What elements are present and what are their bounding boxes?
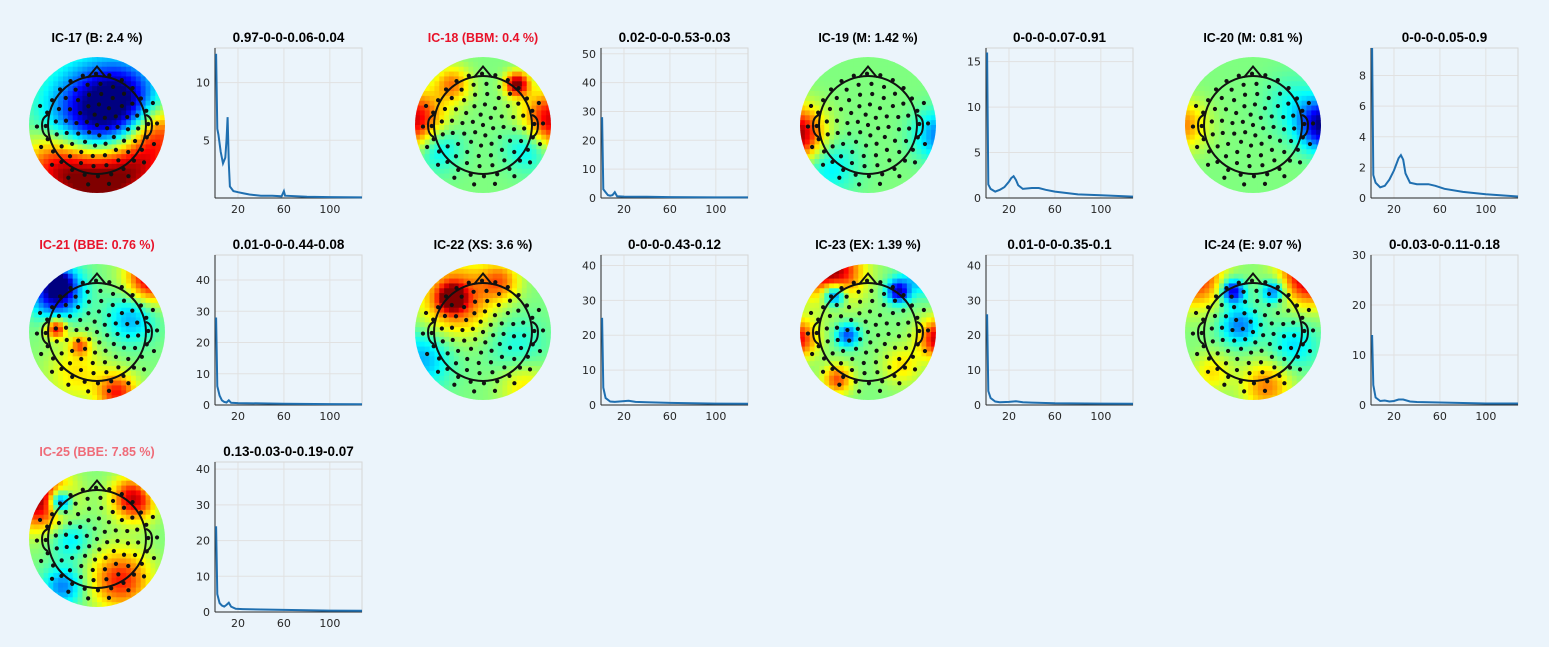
y-tick-label: 2 bbox=[1359, 161, 1366, 175]
y-tick-label: 40 bbox=[582, 76, 596, 90]
ic-21-topo-title: IC-21 (BBE: 0.76 %) bbox=[39, 238, 155, 252]
y-tick-label: 15 bbox=[967, 55, 981, 69]
y-tick-label: 0 bbox=[1359, 399, 1366, 412]
y-tick-label: 20 bbox=[196, 336, 210, 350]
y-tick-label: 5 bbox=[974, 146, 981, 160]
y-tick-label: 30 bbox=[196, 305, 210, 319]
ic-23-topo-title: IC-23 (EX: 1.39 %) bbox=[815, 238, 921, 252]
ic-21-spectrum-title: 0.01-0-0-0.44-0.08 bbox=[232, 237, 345, 252]
ic-20-spectrum-plot bbox=[1359, 48, 1518, 216]
ic-17-topomap bbox=[29, 57, 165, 193]
ic-18-spectrum-title: 0.02-0-0-0.53-0.03 bbox=[618, 30, 731, 45]
y-tick-label: 10 bbox=[196, 367, 210, 381]
x-tick-label: 20 bbox=[230, 203, 245, 216]
x-tick-label: 20 bbox=[1001, 203, 1016, 216]
ic-25-spectrum-plot bbox=[196, 462, 362, 630]
ic-22-panel bbox=[386, 237, 766, 437]
y-tick-label: 30 bbox=[196, 498, 210, 512]
ic-19-panel bbox=[771, 30, 1151, 230]
y-tick-label: 10 bbox=[582, 163, 596, 177]
y-tick-label: 20 bbox=[582, 329, 596, 343]
ic-17-topo-title: IC-17 (B: 2.4 %) bbox=[51, 31, 143, 45]
ic-20-topomap bbox=[1185, 57, 1321, 193]
ic-23-spectrum-plot bbox=[967, 255, 1133, 423]
ic-23-spectrum-title: 0.01-0-0-0.35-0.1 bbox=[1007, 237, 1112, 252]
ic-19-topomap bbox=[800, 57, 936, 193]
ic-20-spectrum-title: 0-0-0-0.05-0.9 bbox=[1401, 30, 1488, 45]
ic-17-panel bbox=[0, 30, 380, 230]
y-tick-label: 20 bbox=[1352, 299, 1366, 312]
ic-24-topo-title: IC-24 (E: 9.07 %) bbox=[1204, 238, 1302, 252]
x-tick-label: 60 bbox=[276, 203, 291, 216]
ic-18-topomap bbox=[415, 57, 551, 193]
ic-19-spectrum-plot bbox=[967, 48, 1133, 216]
ic-24-spectrum-plot bbox=[1352, 249, 1518, 423]
y-tick-label: 10 bbox=[1352, 349, 1366, 362]
x-tick-label: 100 bbox=[319, 617, 341, 630]
y-tick-label: 10 bbox=[967, 101, 981, 115]
x-tick-label: 100 bbox=[319, 410, 341, 423]
x-tick-label: 60 bbox=[1432, 203, 1447, 216]
ic-18-panel bbox=[386, 30, 766, 230]
y-tick-label: 8 bbox=[1359, 69, 1366, 83]
y-tick-label: 40 bbox=[582, 259, 596, 273]
y-tick-label: 20 bbox=[582, 134, 596, 148]
ic-25-panel bbox=[0, 444, 380, 644]
y-tick-label: 30 bbox=[967, 294, 981, 308]
ic-20-topo-title: IC-20 (M: 0.81 %) bbox=[1203, 31, 1303, 45]
x-tick-label: 20 bbox=[1386, 410, 1401, 423]
x-tick-label: 20 bbox=[230, 410, 245, 423]
ic-19-spectrum-title: 0-0-0-0.07-0.91 bbox=[1012, 30, 1107, 45]
x-tick-label: 60 bbox=[1047, 410, 1062, 423]
x-tick-label: 100 bbox=[1475, 410, 1497, 423]
x-tick-label: 100 bbox=[319, 203, 341, 216]
y-tick-label: 40 bbox=[967, 259, 981, 273]
y-tick-label: 0 bbox=[974, 399, 981, 412]
x-tick-label: 20 bbox=[1386, 203, 1401, 216]
y-tick-label: 20 bbox=[967, 329, 981, 343]
ic-18-topo-title: IC-18 (BBM: 0.4 %) bbox=[427, 31, 539, 45]
ic-17-spectrum-title: 0.97-0-0-0.06-0.04 bbox=[232, 30, 345, 45]
x-tick-label: 20 bbox=[616, 410, 631, 423]
y-tick-label: 30 bbox=[582, 105, 596, 119]
y-tick-label: 10 bbox=[196, 570, 210, 584]
y-tick-label: 20 bbox=[196, 534, 210, 548]
ic-21-panel bbox=[0, 237, 380, 437]
ic-22-spectrum-plot bbox=[582, 255, 748, 423]
x-tick-label: 100 bbox=[1475, 203, 1497, 216]
ic-22-topomap bbox=[415, 264, 551, 400]
x-tick-label: 60 bbox=[1432, 410, 1447, 423]
ic-24-topomap bbox=[1185, 264, 1321, 400]
ic-19-topo-title: IC-19 (M: 1.42 %) bbox=[818, 31, 918, 45]
ic-25-spectrum-title: 0.13-0.03-0-0.19-0.07 bbox=[223, 444, 354, 459]
x-tick-label: 60 bbox=[276, 617, 291, 630]
ic-21-topomap bbox=[29, 264, 165, 400]
x-tick-label: 100 bbox=[1090, 203, 1112, 216]
y-tick-label: 6 bbox=[1359, 100, 1366, 114]
ic-18-spectrum-plot bbox=[582, 47, 748, 216]
ic-23-panel bbox=[771, 237, 1151, 437]
y-tick-label: 40 bbox=[196, 274, 210, 287]
y-tick-label: 40 bbox=[196, 463, 210, 477]
ic-22-topo-title: IC-22 (XS: 3.6 %) bbox=[433, 238, 533, 252]
y-tick-label: 10 bbox=[967, 364, 981, 378]
y-tick-label: 0 bbox=[203, 399, 210, 412]
y-tick-label: 0 bbox=[1359, 192, 1366, 205]
ic-23-topomap bbox=[800, 264, 936, 400]
ic-25-topomap bbox=[29, 471, 165, 607]
x-tick-label: 100 bbox=[705, 410, 727, 423]
x-tick-label: 60 bbox=[276, 410, 291, 423]
y-tick-label: 0 bbox=[203, 606, 210, 619]
ic-20-panel bbox=[1156, 30, 1536, 230]
y-tick-label: 10 bbox=[196, 76, 210, 90]
y-tick-label: 5 bbox=[203, 134, 210, 148]
x-tick-label: 60 bbox=[662, 203, 677, 216]
y-tick-label: 0 bbox=[974, 192, 981, 205]
x-tick-label: 100 bbox=[705, 203, 727, 216]
ic-25-topo-title: IC-25 (BBE: 7.85 %) bbox=[39, 445, 155, 459]
x-tick-label: 20 bbox=[616, 203, 631, 216]
x-tick-label: 100 bbox=[1090, 410, 1112, 423]
y-tick-label: 4 bbox=[1359, 130, 1366, 144]
y-tick-label: 0 bbox=[589, 399, 596, 412]
y-tick-label: 0 bbox=[589, 192, 596, 205]
x-tick-label: 20 bbox=[230, 617, 245, 630]
y-tick-label: 50 bbox=[582, 47, 596, 61]
ic-24-spectrum-title: 0-0.03-0-0.11-0.18 bbox=[1388, 237, 1501, 252]
x-tick-label: 60 bbox=[662, 410, 677, 423]
y-tick-label: 30 bbox=[582, 294, 596, 308]
ic-24-panel bbox=[1156, 237, 1536, 437]
ic-22-spectrum-title: 0-0-0-0.43-0.12 bbox=[627, 237, 722, 252]
ic-21-spectrum-plot bbox=[196, 255, 362, 423]
y-tick-label: 30 bbox=[1352, 249, 1366, 262]
y-tick-label: 10 bbox=[582, 364, 596, 378]
x-tick-label: 60 bbox=[1047, 203, 1062, 216]
ic-17-spectrum-plot bbox=[196, 48, 362, 216]
x-tick-label: 20 bbox=[1001, 410, 1016, 423]
